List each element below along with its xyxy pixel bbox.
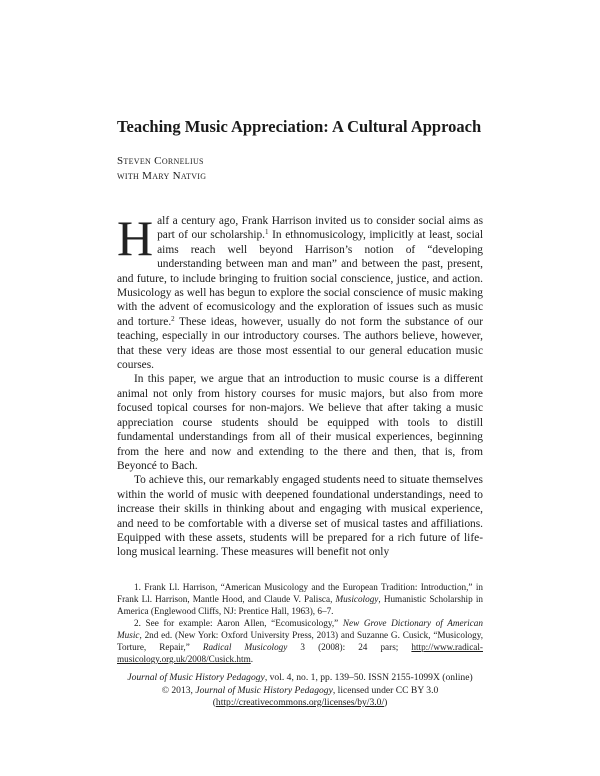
article-title: Teaching Music Appreciation: A Cultural Approach — [117, 117, 482, 136]
intro-text-a: alf a century ago, Frank Harrison invited us to consider social aims as part of our scholarship. — [157, 215, 483, 242]
author-primary: Steven Cornelius — [117, 155, 204, 167]
footnote-2-text-b: , 2nd ed. (New York: Oxford University Press, 2013) and Suzanne G. Cusick, “Musicology, Torture, Repair,” — [117, 630, 483, 652]
article-body — [117, 210, 483, 560]
intro-text-c: These ideas, however, usually do not form the substance of our teaching, especially in our introductory courses. The authors believe, however, that these very ideas are those most essential to our general education music courses. — [117, 315, 483, 372]
footnote-1-book-title: Musicology — [335, 594, 379, 604]
paragraph-intro — [117, 210, 483, 372]
journal-volume-info: , vol. 4, no. 1, pp. 139–50. ISSN 2155-1099X (online) — [264, 672, 473, 683]
paren-close: ) — [384, 697, 388, 708]
journal-name: Journal of Music History Pedagogy — [127, 672, 265, 683]
license-link[interactable]: http://creativecommons.org/licenses/by/3.0/ — [215, 697, 385, 708]
footnote-2-text-a: 2. See for example: Aaron Allen, “Ecomusicology,” — [134, 618, 343, 628]
intro-text-b: In ethnomusicology, implicitly at least, social aims reach well beyond Harrison’s notion of “developing understanding between man and man” and between the past, present, and future, to include bringing to fruition social conscience, justice, and action. Musicology as well has begun to explore the social conscience of music making with the advent of ecomusicology and the exploration of issues such as music and torture. — [117, 229, 483, 328]
journal-name-copyright: Journal of Music History Pedagogy — [195, 684, 333, 696]
footnote-2-link[interactable]: http://www.radical-musicology.org.uk/2008/Cusick.htm — [117, 642, 483, 664]
journal-info — [117, 672, 483, 710]
drop-cap: H — [117, 210, 154, 266]
paragraph-2: In this paper, we argue that an introduction to music course is a different animal not only from history courses for music majors, but also from more focused topical courses for non-majors. We believe that after taking a music appreciation course students should be equipped with tools to distill fundamental understandings from all of their musical experiences, beginning from the here and now and extending to the there and then, that is, from Beyoncé to Bach. — [117, 373, 483, 472]
footnote-2-journal-title: Radical Musicology — [202, 642, 288, 652]
footnote-1-text-a: 1. Frank Ll. Harrison, “American Musicology and the European Tradition: Introduction,” in Frank Ll. Harrison, Mantle Hood, and Claude V. Palisca, — [117, 582, 483, 604]
copyright-prefix: © 2013, — [161, 684, 196, 696]
footnote-2 — [117, 617, 483, 665]
footnote-2-dictionary-title: New Grove Dictionary of American Music — [117, 618, 483, 640]
footnote-1 — [117, 581, 483, 617]
author-secondary: with Mary Natvig — [117, 170, 207, 182]
footnote-ref-2[interactable]: 2 — [171, 314, 175, 323]
journal-line-3 — [117, 697, 483, 710]
journal-line-2 — [117, 685, 483, 698]
paren-open: ( — [212, 697, 216, 708]
footnote-2-text-c: 3 (2008): 24 pars; — [287, 642, 412, 652]
license-text: , licensed under CC BY 3.0 — [332, 684, 439, 696]
footnote-2-text-d: . — [250, 654, 254, 664]
footnote-1-text-b: , Humanistic Scholarship in America (Englewood Cliffs, NJ: Prentice Hall, 1963), 6–7. — [117, 594, 483, 616]
paragraph-3: To achieve this, our remarkably engaged students need to situate themselves within the world of music with deepened foundational understandings, need to increase their skills in thinking about and engaging with musical experience, and need to be comfortable with a diverse set of musical tastes and affiliations. Equipped with these assets, students will be prepared for a rich future of life-long musical learning. These measures will benefit not only — [117, 474, 483, 559]
journal-line-1 — [117, 672, 483, 685]
footnotes — [117, 581, 483, 665]
footnote-ref-1[interactable]: 1 — [265, 228, 269, 237]
